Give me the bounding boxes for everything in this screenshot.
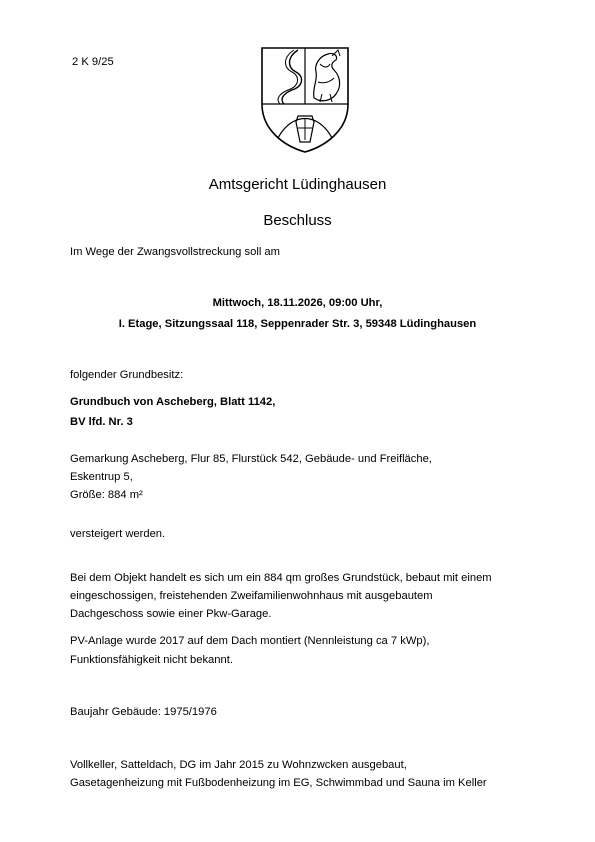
- case-number: 2 K 9/25: [72, 56, 114, 68]
- court-name: Amtsgericht Lüdinghausen: [208, 176, 387, 193]
- document-heading: Beschluss: [263, 212, 332, 229]
- parcel-line-1: Gemarkung Ascheberg, Flur 85, Flurstück 542, Gebäude- und Freifläche,: [70, 453, 432, 465]
- pv-line-1: PV-Anlage wurde 2017 auf dem Dach montiert (Nennleistung ca 7 kWp),: [70, 635, 430, 647]
- property-intro: folgender Grundbesitz:: [70, 369, 184, 381]
- land-register-line-2: BV lfd. Nr. 3: [70, 416, 133, 428]
- description-line-1: Bei dem Objekt handelt es sich um ein 884 qm großes Grundstück, bebaut mit einem: [70, 572, 492, 584]
- land-register-line-1: Grundbuch von Ascheberg, Blatt 1142,: [70, 396, 276, 408]
- intro-text: Im Wege der Zwangsvollstreckung soll am: [70, 246, 280, 258]
- features-line-1: Vollkeller, Satteldach, DG im Jahr 2015 zu Wohnzwcken ausgebaut,: [70, 759, 407, 771]
- auction-line: versteigert werden.: [70, 528, 166, 540]
- coat-of-arms-icon: [258, 42, 352, 154]
- hearing-location: I. Etage, Sitzungssaal 118, Seppenrader Str. 3, 59348 Lüdinghausen: [118, 318, 477, 330]
- hearing-date: Mittwoch, 18.11.2026, 09:00 Uhr,: [212, 297, 383, 309]
- features-line-2: Gasetagenheizung mit Fußbodenheizung im EG, Schwimmbad und Sauna im Keller: [70, 777, 487, 789]
- parcel-line-3: Größe: 884 m²: [70, 489, 143, 501]
- parcel-line-2: Eskentrup 5,: [70, 471, 133, 483]
- description-line-3: Dachgeschoss sowie einer Pkw-Garage.: [70, 608, 272, 620]
- year-built: Baujahr Gebäude: 1975/1976: [70, 706, 217, 718]
- description-line-2: eingeschossigen, freistehenden Zweifamilienwohnhaus mit ausgebautem: [70, 590, 433, 602]
- pv-line-2: Funktionsfähigkeit nicht bekannt.: [70, 654, 233, 666]
